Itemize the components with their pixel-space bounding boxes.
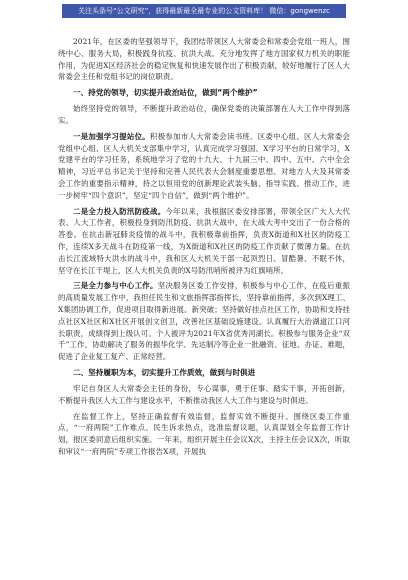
intro-paragraph: 2021年，在区委的坚强领导下，我团结带领区人大常委会和常委会党组一班人，围绕中心、服务大局，积极践身抗疫、抗洪大战。充分地发挥了地方国家权力机关的职能作用，为促进X区经济社会的稳定恢复和快速发展作出了积极贡献，较好地履行了区人大常委会主任和党组书记的岗位职责。 [58, 37, 350, 82]
item-1-body: 积极参加市人大常委会读书班、区委中心组、区人大常委会党组中心组、区人大机关支部集中学习，认真完成学习强国、X学习平台的日常学习，X党建平台的学习任务，系统地学习了党的十九大、十九届三中、四中、五中、六中全会精神，习近平总书记关于坚持和完善人民代表大会制度重要思想、对地方人大及其常委会工作的重要指示精神，持之以恒用党的创新理论武装头脑、指导实践、推动工作，进一步树牢“四个意识”，坚定“四个自信”，做到“两个维护”。 [58, 131, 350, 200]
item-2-paragraph [58, 206, 350, 277]
item-1-paragraph [58, 131, 350, 202]
item-1-lead: 一是加强学习提站位。 [73, 131, 150, 141]
section-1-heading: 一、持党的领导，切实提升政治站位，做到“两个维护” [73, 88, 258, 98]
section-2-body: 在监督工作上，坚持正确监督有效监督，监督实效不断提升。围绕区委工作重点，“一府两院”工作难点、民生诉求热点，选准监督议题，认真谋划全年监督工作计划，报区委同意后组织实施。一年来，组织开展主任会议X次，主持主任会议X次，听取和审议“一府两院”专项工作报告X项，开展执 [58, 411, 350, 456]
promo-banner: 关注头条号“公文研究”，获得最新最全最专业的公文资料库！ 微信：gongwenzc [62, 4, 346, 18]
item-3-lead: 三是全力参与中心工作。 [73, 281, 158, 291]
section-2-intro: 牢记自身区人大常委会主任的身份，专心谋事，勇于任事、踏实干事，开拓创新，不断提升我区人大工作与建设水平，不断推动我区人大工作与建设与时俱进。 [58, 383, 350, 405]
item-3-body: 坚决服务区委工作安排，积极参与中心工作，在疫后重振的高质量发展工作中，我担任民生和文旅指挥部指挥长，坚持靠前指挥，多次到X理工、X集团协调工作，促进项目取得新进展。新突破；坚持做好挂点社区工作，协助和支持挂点社区X社区和X社区开展创文创卫，改善社区基础设施建设。认真履行大治湖道江口河长职责，成绩得到上级认可。个人被评为2021年X省优秀河湖长。积极参与服务企业“双千”工作，协助解决了服务的振华化学、先达制冷等企业一批融资、征地、办证、难题，促进了企业复工复产、正常经营。 [58, 281, 350, 362]
item-3-paragraph [58, 280, 350, 363]
document-body [58, 36, 350, 462]
section-1-intro: 始终坚持党的领导，不断提升政治站位，确保党委的决策部署在人大工作中得到落实。 [58, 104, 350, 125]
item-2-body: 今年以来，我根据区委安排部署，带领全区广大人大代表、人大工作者，积极投身到防汛防疫、抗洪大战中，在大战大考中交出了一份合格的答卷。在抗击新冠肺炎疫情的战斗中，我积极靠前指挥，负责X街道和X社区的防疫工作，连续X多天战斗在防疫第一线，为X街道和X社区的防疫工作贡献了微薄力量。在抗击长江流域特大洪水的战斗中，我和区人大机关干部一起顶烈日、冒酷暑、不眠不休，坚守在长江干堤上，区人大机关负责的X号防汛哨所被评为红旗哨所。 [58, 206, 350, 275]
section-2-heading: 二、坚持履职为本，切实提升工作质效，做到与时俱进 [73, 367, 256, 377]
item-2-lead: 二是全力投入防汛防疫战。 [73, 206, 166, 216]
